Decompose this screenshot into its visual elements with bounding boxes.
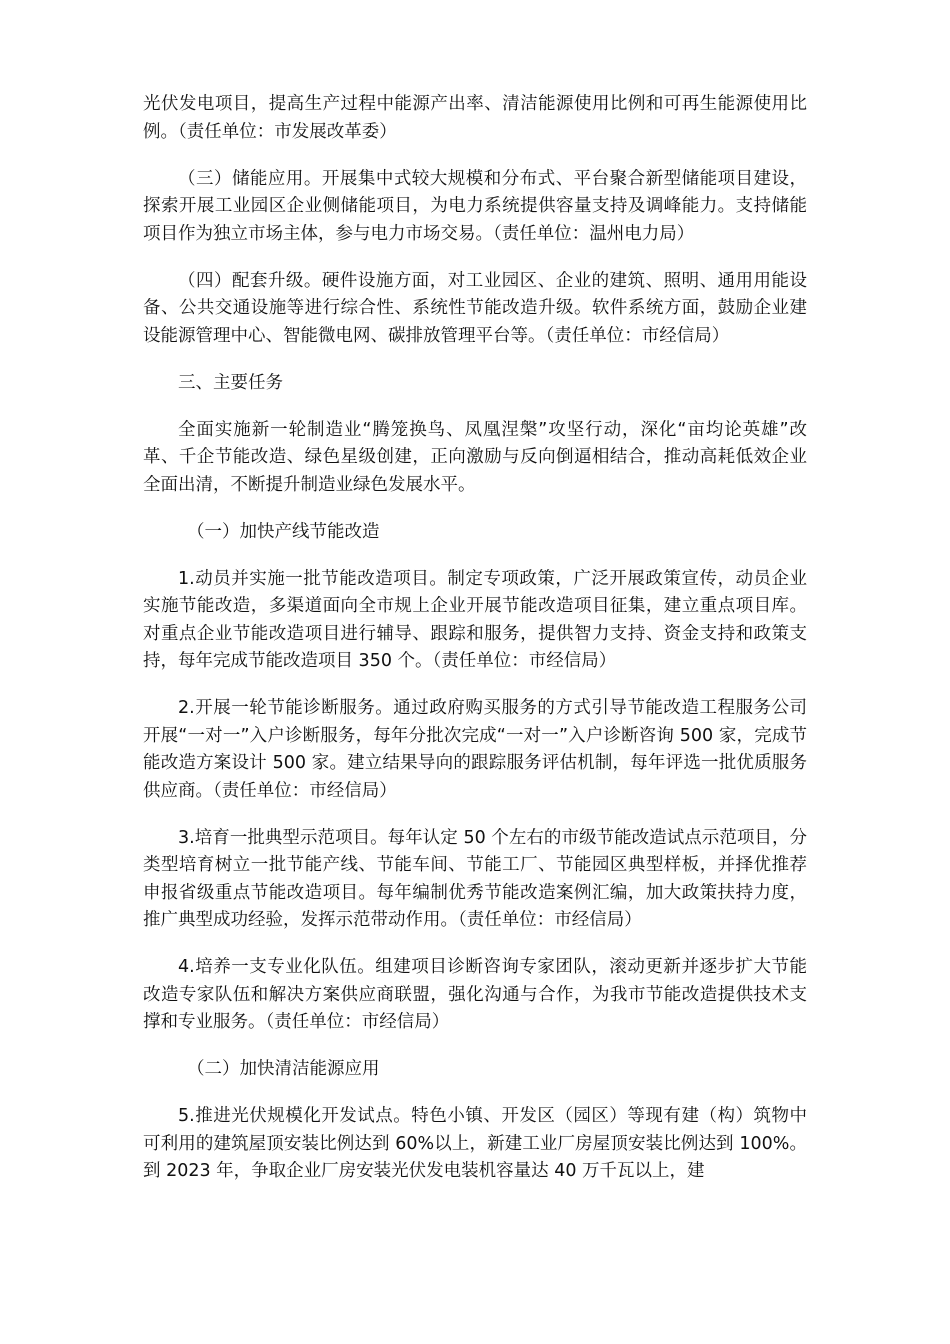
- section-heading-main-tasks: 三、主要任务: [178, 372, 283, 393]
- document-body: [143, 91, 807, 1186]
- paragraph-item-1: 1.动员并实施一批节能改造项目。制定专项政策，广泛开展政策宣传，动员企业实施节能改造，多渠道面向全市规上企业开展节能改造项目征集，建立重点项目库。对重点企业节能改造项目进行辅导、跟踪和服务，提供智力支持、资金支持和政策支持，每年完成节能改造项目 350 个。（责任单位：市经信局）: [143, 568, 807, 671]
- paragraph-energy-storage: （三）储能应用。开展集中式较大规模和分布式、平台聚合新型储能项目建设，探索开展工业园区企业侧储能项目，为电力系统提供容量支持及调峰能力。支持储能项目作为独立市场主体，参与电力市场交易。（责任单位：温州电力局）: [143, 168, 807, 244]
- paragraph-main-tasks-intro: 全面实施新一轮制造业“腾笼换鸟、凤凰涅槃”攻坚行动，深化“亩均论英雄”改革、千企节能改造、绿色星级创建，正向激励与反向倒逼相结合，推动高耗低效企业全面出清，不断提升制造业绿色发展水平。: [143, 419, 807, 495]
- paragraph-item-3: 3.培育一批典型示范项目。每年认定 50 个左右的市级节能改造试点示范项目，分类型培育树立一批节能产线、节能车间、节能工厂、节能园区典型样板，并择优推荐申报省级重点节能改造项目。每年编制优秀节能改造案例汇编，加大政策扶持力度，推广典型成功经验，发挥示范带动作用。（责任单位：市经信局）: [143, 827, 807, 930]
- subheading-clean-energy: （二）加快清洁能源应用: [187, 1059, 380, 1079]
- paragraph-item-5: 5.推进光伏规模化开发试点。特色小镇、开发区（园区）等现有建（构）筑物中可利用的建筑屋顶安装比例达到 60%以上，新建工业厂房屋顶安装比例达到 100%。到 2023 年，争取企业厂房安装光伏发电装机容量达 40 万千瓦以上，建: [143, 1106, 807, 1181]
- paragraph-item-4: 4.培养一支专业化队伍。组建项目诊断咨询专家团队，滚动更新并逐步扩大节能改造专家队伍和解决方案供应商联盟，强化沟通与合作，为我市节能改造提供技术支撑和专业服务。（责任单位：市经信局）: [143, 957, 807, 1032]
- paragraph-supporting-upgrade: （四）配套升级。硬件设施方面，对工业园区、企业的建筑、照明、通用用能设备、公共交通设施等进行综合性、系统性节能改造升级。软件系统方面，鼓励企业建设能源管理中心、智能微电网、碳排放管理平台等。（责任单位：市经信局）: [143, 270, 807, 346]
- paragraph-continuation: 光伏发电项目，提高生产过程中能源产出率、清洁能源使用比例和可再生能源使用比例。（责任单位：市发展改革委）: [143, 94, 807, 142]
- subheading-production-line-retrofit: （一）加快产线节能改造: [187, 521, 380, 542]
- paragraph-item-2: 2.开展一轮节能诊断服务。通过政府购买服务的方式引导节能改造工程服务公司开展“一对一”入户诊断服务，每年分批次完成“一对一”入户诊断咨询 500 家，完成节能改造方案设计 500 家。建立结果导向的跟踪服务评估机制，每年评选一批优质服务供应商。（责任单位：市经信局）: [143, 698, 807, 801]
